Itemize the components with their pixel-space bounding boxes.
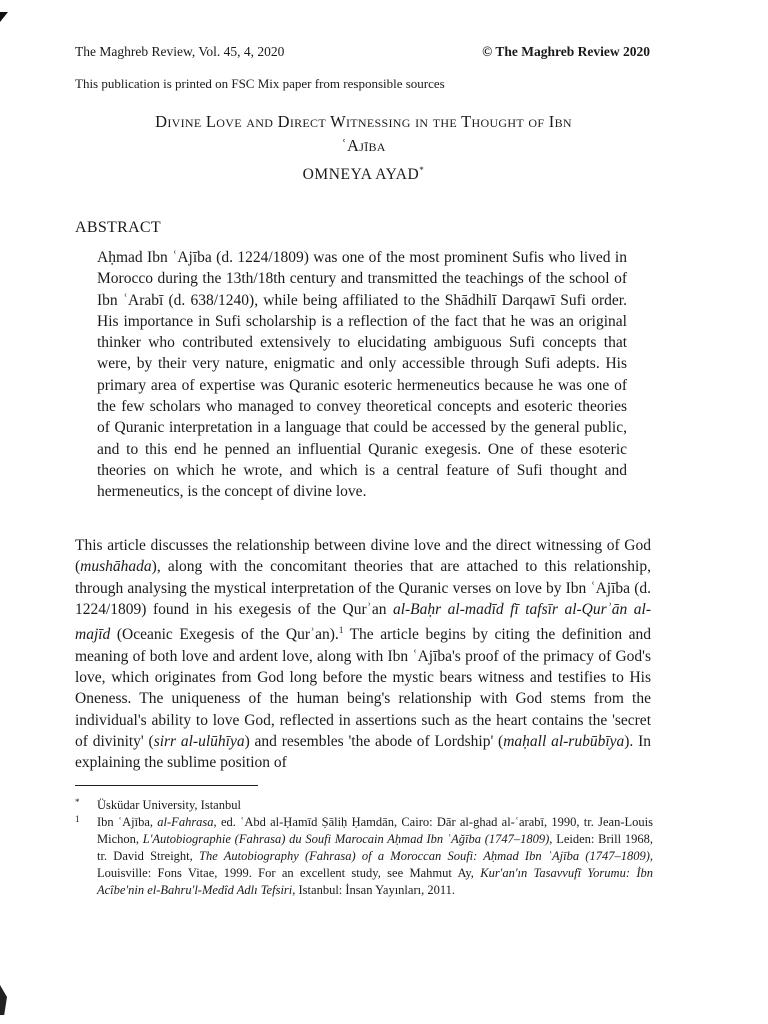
footnote-text: , Istanbul: İnsan Yayınları, 2011. <box>292 883 455 897</box>
footnote-text: Ibn ʿAjība, <box>97 815 158 829</box>
term-mushahada: mushāhada <box>80 558 152 576</box>
footnote-author-affiliation <box>75 797 653 814</box>
body-text: ) and resembles 'the abode of Lordship' ( <box>244 732 504 750</box>
footnote-ref-1[interactable]: 1 <box>338 625 344 636</box>
footnote-title: L'Autobiographie (Fahrasa) du Soufi Marocain Aḥmad Ibn ʿAğība (1747–1809) <box>142 832 550 846</box>
footnote-title: Kur'an'ın Tasavvufî Yorumu: İbn Acîbe'nin el-Bahru'l-Medîd Adlı Tefsiri <box>97 866 653 897</box>
title-line-2: ʿAjība <box>341 136 386 155</box>
footnote-text: , Louisville: Fons Vitae, 1999. For an excellent study, see Mahmut Ay, <box>97 849 653 880</box>
scan-corner-mark <box>0 12 8 22</box>
title-line-1: Divine Love and Direct Witnessing in the Thought of Ibn <box>155 112 572 131</box>
footnotes <box>75 797 653 899</box>
footnote-text: Üsküdar University, Istanbul <box>97 798 241 812</box>
footnote-mark: 1 <box>75 814 80 824</box>
footnote-divider <box>75 785 258 786</box>
term-mahall-al-rububiya: maḥall al-rubūbīya <box>503 732 625 750</box>
journal-citation: The Maghreb Review, Vol. 45, 4, 2020 <box>75 44 285 59</box>
fsc-note: This publication is printed on FSC Mix paper from responsible sources <box>75 76 445 91</box>
body-text: (Oceanic Exegesis of the Qurʾan). <box>110 626 339 644</box>
article-title <box>75 110 652 158</box>
body-paragraph <box>75 535 651 773</box>
footnote-mark: * <box>75 797 80 807</box>
author-name <box>75 165 652 184</box>
body-text: ). In explaining the sublime position of <box>75 732 652 772</box>
footnote-text: , Leiden: Brill 1968, tr. David Streight, <box>97 832 653 863</box>
footnote-title: The Autobiography (Fahrasa) of a Moroccan Soufi: Aḥmad Ibn ʿAjība (1747–1809) <box>199 849 650 863</box>
author-footnote-mark: * <box>419 165 425 175</box>
copyright-notice: © The Maghreb Review 2020 <box>482 44 650 59</box>
footnote-1 <box>75 814 653 899</box>
abstract-text: Aḥmad Ibn ʿAjība (d. 1224/1809) was one of the most prominent Sufis who lived in Morocco during the 13th/18th century and transmitted the teachings of the school of Ibn ʿArabī (d. 638/1240), while being affiliated to the Shādhilī Darqawī Sufi order. His importance in Sufi scholarship is a reflection of the fact that he was an original thinker who contributed extensively to elucidating ambiguous Sufi concepts that were, by their very nature, enigmatic and only accessible through Sufi adepts. His primary area of expertise was Quranic esoteric hermeneutics because he was one of the few scholars who managed to convey theoretical concepts and esoteric theories of Quranic interpretation in a language that could be accessed by the general public, and to this end he penned an influential Quranic exegesis. One of these esoteric theories on which he wrote, and which is a central feature of Sufi thought and hermeneutics, is the concept of divine love. <box>97 249 627 501</box>
scan-edge-mark <box>0 985 7 1015</box>
term-sirr-al-uluhiya: sirr al-ulūhīya <box>153 732 245 750</box>
author-text: OMNEYA AYAD <box>302 166 420 184</box>
body-text: This article discusses the relationship between divine love and the direct witnessing of God ( <box>75 537 651 576</box>
footnote-text: , ed. ʿAbd al-Ḥamīd Ṣāliḥ Ḥamdān, Cairo: Dār al-ghad al-ʿarabī, 1990, tr. Jean-Louis Michon, <box>97 815 653 846</box>
body-text: ), along with the concomitant theories that are attached to this relationship, through analysing the mystical interpretation of the Quranic verses on love by Ibn ʿAjība (d. 1224/1809) found in his exegesis of the Qurʾan <box>75 558 651 618</box>
running-head <box>75 44 650 60</box>
exegesis-title: al-Baḥr al-madīd fī tafsīr al-Qurʾān al-majīd <box>75 600 652 644</box>
footnote-title: al-Fahrasa <box>157 815 214 829</box>
abstract-heading: ABSTRACT <box>75 219 161 236</box>
body-text: The article begins by citing the definition and meaning of both love and ardent love, along with Ibn ʿAjība's proof of the primacy of God's love, which originates from God long before the mystic bears witness and testifies to His Oneness. The uniqueness of the human being's relationship with God stems from the individual's ability to love God, reflected in assertions such as the heart contains the 'secret of divinity' ( <box>75 626 651 750</box>
